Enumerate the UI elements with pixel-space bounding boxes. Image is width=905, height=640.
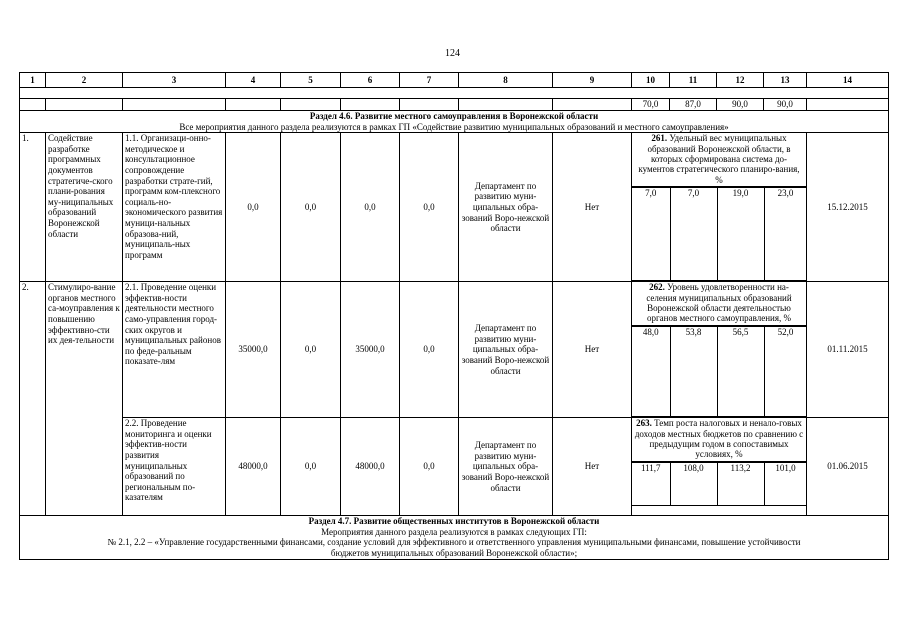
value-cell: 7,0 — [670, 188, 717, 281]
value-cell: 108,0 — [670, 462, 717, 505]
col-header: 13 — [764, 73, 807, 88]
value-cell: 0,0 — [281, 133, 341, 282]
value-cell: 48000,0 — [226, 418, 281, 516]
value-cell: 0,0 — [341, 133, 400, 282]
executor-cell: Департамент по развитию муни-ципальных обра-зований Воро-нежской области — [459, 282, 553, 418]
col-header: 11 — [670, 73, 717, 88]
indicator-number: 262. — [649, 282, 665, 293]
section-note: бюджетов муниципальных образований Воронежской области»; — [330, 548, 578, 558]
col-header: 2 — [46, 73, 123, 88]
indicator-cell — [632, 418, 807, 516]
value-cell: 87,0 — [670, 99, 717, 111]
section-note: Мероприятия данного раздела реализуются в рамках следующих ГП: — [321, 526, 587, 537]
value-cell: 70,0 — [632, 99, 670, 111]
value-cell: Нет — [553, 418, 632, 516]
value-cell: 53,8 — [670, 326, 717, 416]
indicator-values — [632, 187, 807, 281]
value-cell: 0,0 — [400, 282, 459, 418]
column-number-row — [20, 73, 889, 88]
col-header: 12 — [717, 73, 764, 88]
executor-cell: Департамент по развитию муни-ципальных обра-зований Воро-нежской области — [459, 133, 553, 282]
indicator-text: Удельный вес муниципальных образований Воронежской области, в которых сформирована система до-кументов стратегического планиро-вания, % — [638, 133, 800, 185]
date-cell: 15.12.2015 — [807, 133, 889, 282]
value-cell: 56,5 — [717, 326, 764, 416]
col-header: 10 — [632, 73, 670, 88]
value-cell: 19,0 — [717, 188, 764, 281]
value-cell: 0,0 — [400, 133, 459, 282]
col-header: 14 — [807, 73, 889, 88]
col-header: 9 — [553, 73, 632, 88]
indicator-text: Уровень удовлетворенности на-селения муниципальных образований Воронежской области деятельностью органов местного самоуправления, % — [646, 282, 792, 324]
value-cell: 90,0 — [717, 99, 764, 111]
row-number: 1. — [20, 133, 46, 282]
value-cell: 48,0 — [632, 326, 670, 416]
col-header: 8 — [459, 73, 553, 88]
indicator-title — [632, 418, 806, 462]
measure-cell: 2.2. Проведение мониторинга и оценки эффектив-ности развития муниципальных образований по региональным по-казателям — [123, 418, 226, 516]
value-cell: 0,0 — [226, 133, 281, 282]
goal-cell: Стимулиро-вание органов местного са-моуправления к повышению эффективно-сти их дея-тельности — [46, 282, 123, 516]
indicator-text: Темп роста налоговых и ненало-говых доходов местных бюджетов по сравнению с предыдущим годом в сопоставимых условиях, % — [634, 418, 804, 460]
value-cell: 0,0 — [281, 282, 341, 418]
value-cell: 0,0 — [400, 418, 459, 516]
value-cell: Нет — [553, 133, 632, 282]
date-cell: 01.11.2015 — [807, 282, 889, 418]
indicator-values — [632, 326, 807, 417]
spacer-row — [20, 88, 889, 99]
value-cell: 48000,0 — [341, 418, 400, 516]
measure-cell: 2.1. Проведение оценки эффектив-ности деятельности местного само-управления город-ских округов и муниципальных районов по феде-ральным показате-лям — [123, 282, 226, 418]
col-header: 1 — [20, 73, 46, 88]
carry-over-row — [20, 99, 889, 111]
value-cell: Нет — [553, 282, 632, 418]
section-note: № 2.1, 2.2 – «Управление государственными финансами, создание условий для эффективного и ответственного управления муниципальными финансами, повышение устойчивости — [107, 537, 801, 548]
row-number: 2. — [20, 282, 46, 516]
measures-table — [19, 72, 889, 560]
col-header: 4 — [226, 73, 281, 88]
table-row — [20, 133, 889, 282]
value-cell: 101,0 — [764, 462, 807, 505]
value-cell: 35000,0 — [226, 282, 281, 418]
table-row — [20, 418, 889, 516]
indicator-number: 263. — [636, 418, 652, 429]
goal-cell: Содействие разработке программных документов стратегиче-ского плани-рования му-ниципальных образований Воронежской области — [46, 133, 123, 282]
value-cell: 90,0 — [764, 99, 807, 111]
value-cell: 111,7 — [632, 462, 670, 505]
value-cell: 35000,0 — [341, 282, 400, 418]
col-header: 6 — [341, 73, 400, 88]
indicator-cell — [632, 282, 807, 418]
section-header-47 — [20, 516, 889, 559]
value-cell: 0,0 — [281, 418, 341, 516]
measure-cell: 1.1. Организаци-онно-методическое и консультационное сопровождение разработки страте-гий, программ ком-плексного социаль-но-экономического развития муници-нальных образова-ний, муниципаль-ных программ — [123, 133, 226, 282]
indicator-values — [632, 462, 807, 506]
indicator-number: 261. — [651, 133, 668, 144]
table-row — [20, 282, 889, 418]
indicator-title — [632, 133, 806, 187]
executor-cell: Департамент по развитию муни-ципальных обра-зований Воро-нежской области — [459, 418, 553, 516]
value-cell: 52,0 — [764, 326, 807, 416]
value-cell: 113,2 — [717, 462, 764, 505]
col-header: 5 — [281, 73, 341, 88]
col-header: 3 — [123, 73, 226, 88]
date-cell: 01.06.2015 — [807, 418, 889, 516]
page-number: 124 — [445, 48, 460, 59]
value-cell: 7,0 — [632, 188, 670, 281]
col-header: 7 — [400, 73, 459, 88]
indicator-cell — [632, 133, 807, 282]
value-cell: 23,0 — [764, 188, 807, 281]
indicator-title — [632, 282, 806, 326]
section-title: Раздел 4.6. Развитие местного самоуправления в Воронежской области — [309, 111, 599, 121]
section-title: Раздел 4.7. Развитие общественных институтов в Воронежской области — [308, 516, 600, 527]
section-header-46 — [20, 111, 889, 133]
section-note: Все мероприятия данного раздела реализуются в рамках ГП «Содействие развитию муниципальных образований и местного самоуправления» — [179, 121, 729, 132]
